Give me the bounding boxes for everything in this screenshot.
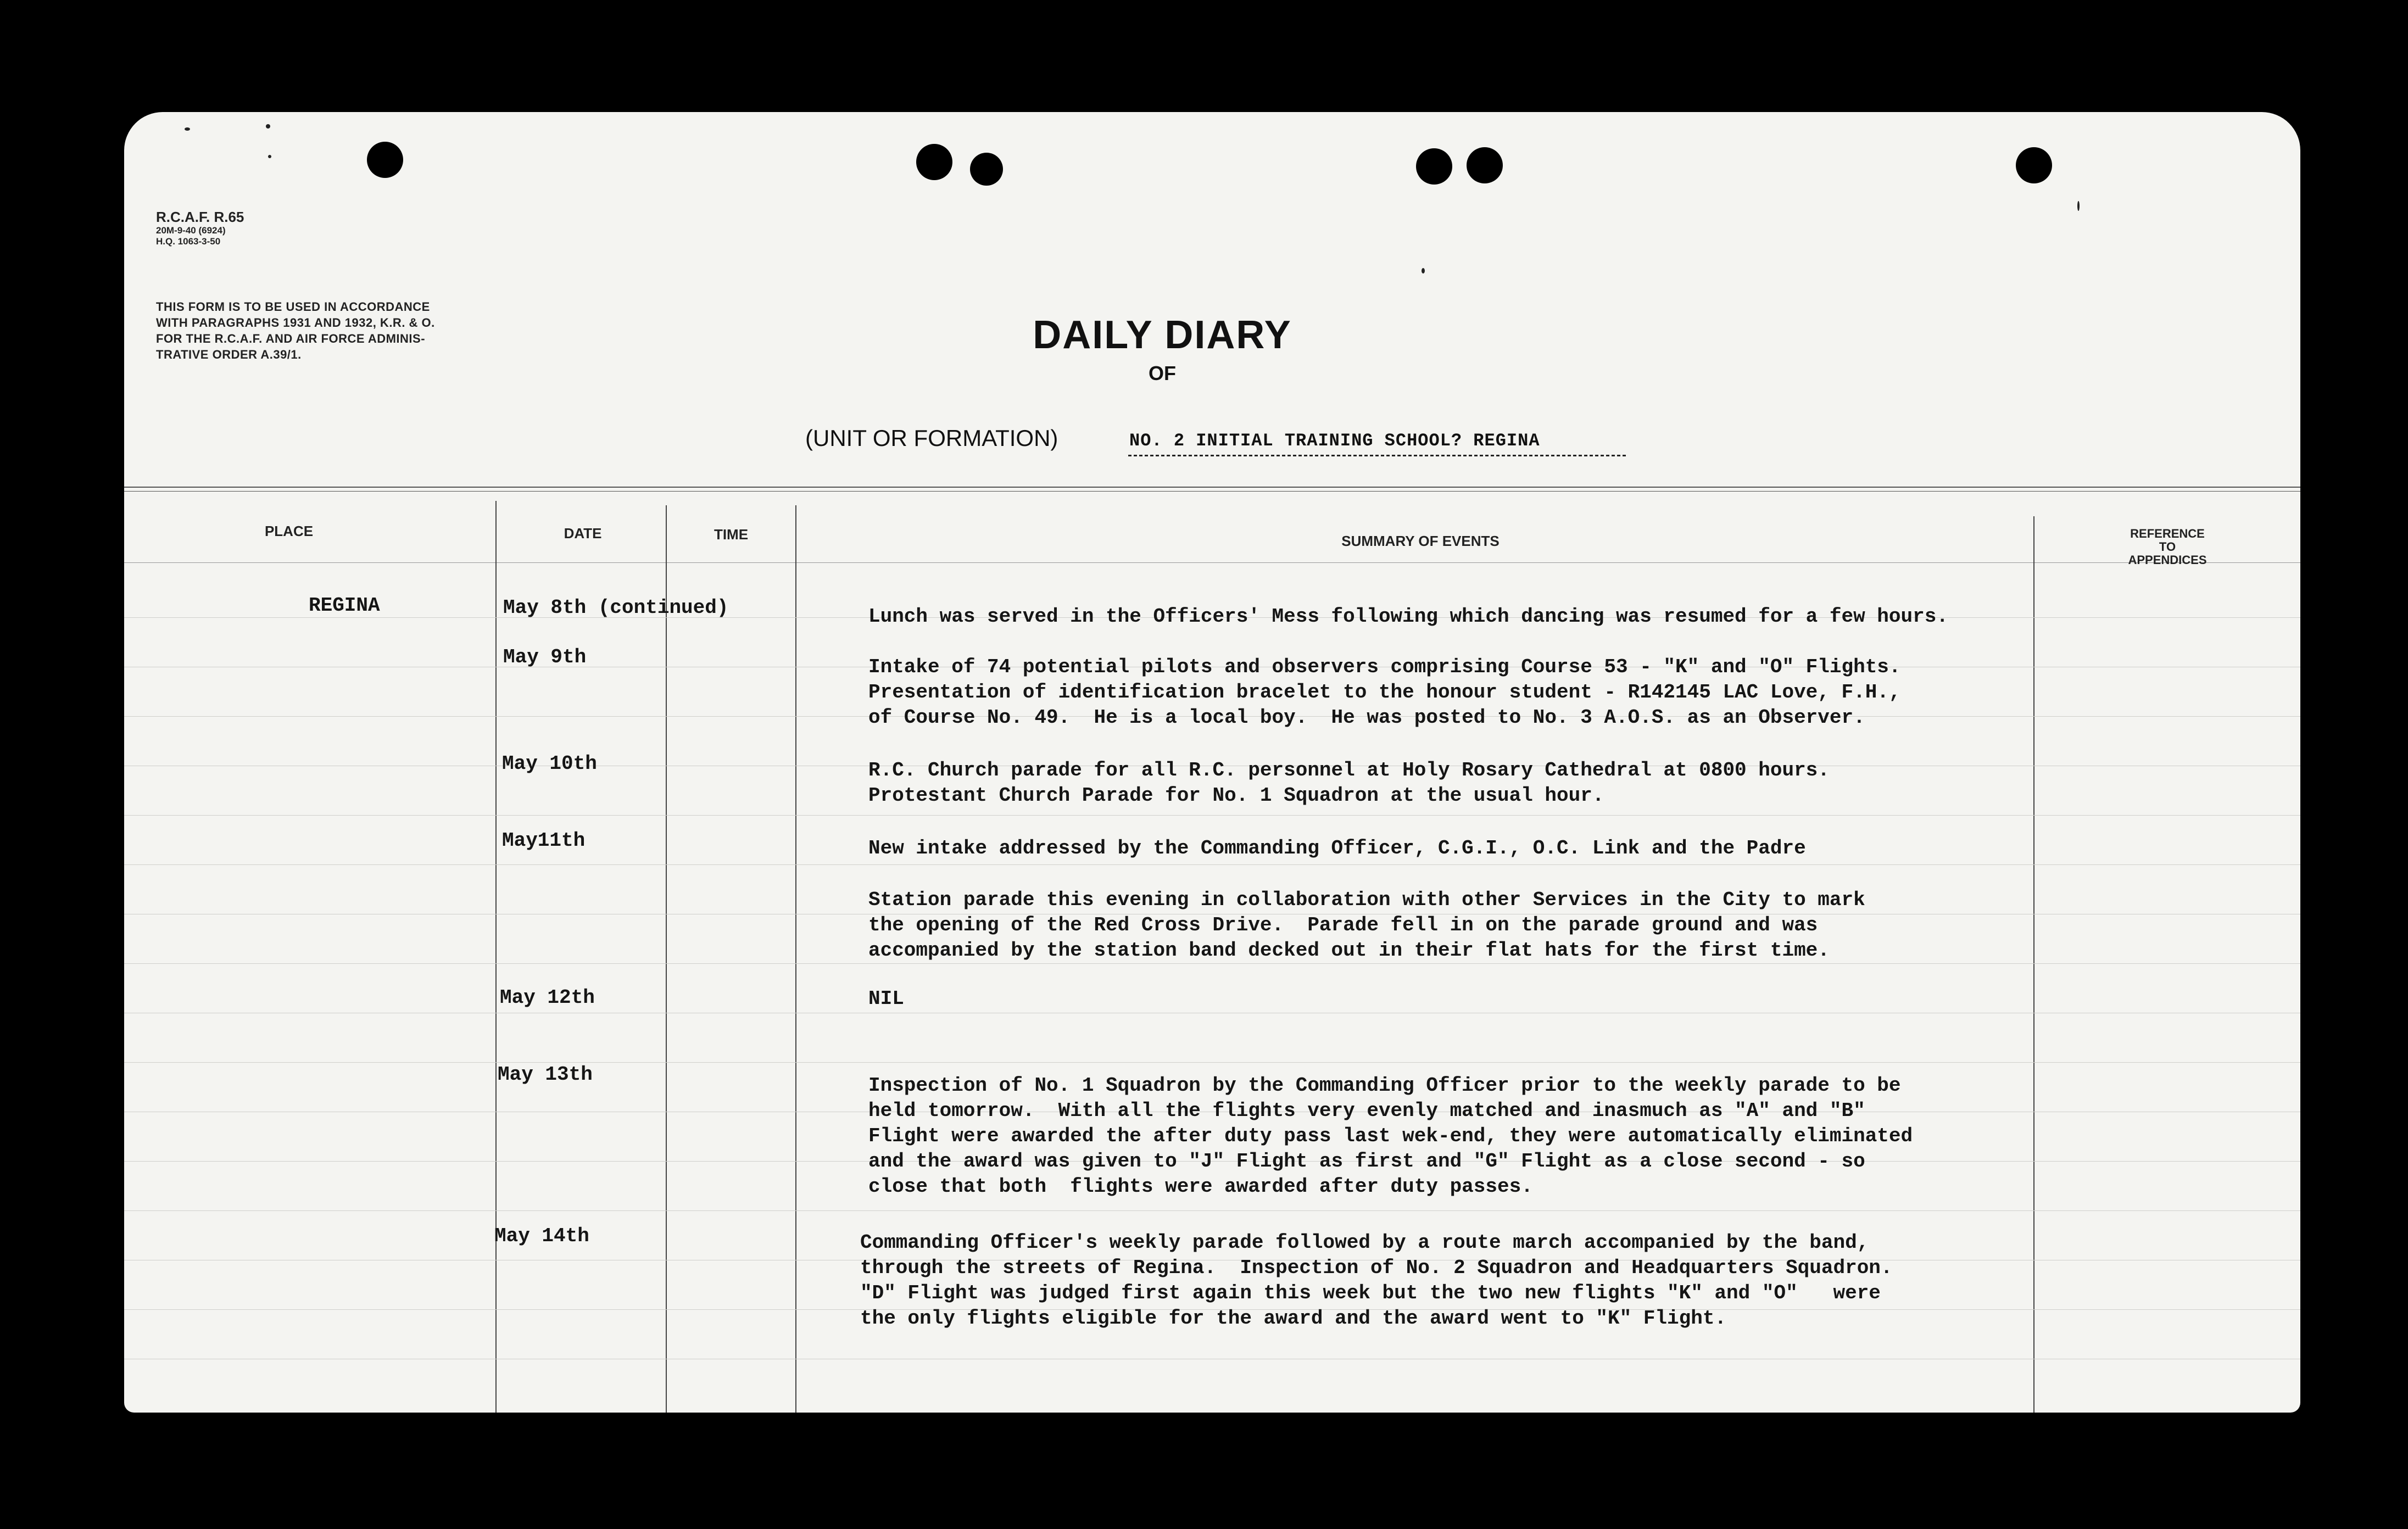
punch-hole (367, 142, 403, 178)
date-cell: May 13th (498, 1063, 593, 1086)
date-cell: May11th (502, 829, 586, 852)
column-header-date: DATE (564, 525, 602, 542)
table-top-border (124, 491, 2300, 492)
place-cell: REGINA (309, 594, 380, 617)
reference-line: TO (2159, 540, 2176, 554)
event-line: through the streets of Regina. Inspection of No. 2 Squadron and Headquarters Squadron. (860, 1257, 1893, 1279)
instruction-line: THIS FORM IS TO BE USED IN ACCORDANCE (156, 300, 430, 314)
form-instructions (156, 299, 573, 362)
reference-line: APPENDICES (2128, 553, 2207, 567)
unit-label: (UNIT OR FORMATION) (805, 425, 1058, 451)
event-line: accompanied by the station band decked out in their flat hats for the first time. (868, 939, 1830, 962)
instruction-line: FOR THE R.C.A.F. AND AIR FORCE ADMINIS- (156, 332, 426, 345)
punch-hole (2016, 147, 2052, 183)
event-line: and the award was given to "J" Flight as first and "G" Flight as a close second - so (868, 1150, 1865, 1173)
punch-hole (970, 153, 1003, 186)
header-divider (124, 562, 2300, 563)
event-line: Flight were awarded the after duty pass last wek-end, they were automatically eliminated (868, 1125, 1913, 1147)
unit-value: NO. 2 INITIAL TRAINING SCHOOL? REGINA (1129, 431, 1540, 451)
event-line: close that both flights were awarded after duty passes. (868, 1175, 1533, 1198)
form-code (156, 209, 244, 247)
date-cell: May 10th (502, 752, 597, 775)
instruction-line: WITH PARAGRAPHS 1931 AND 1932, K.R. & O. (156, 316, 435, 330)
date-cell: May 12th (500, 986, 595, 1009)
punch-hole (1416, 148, 1452, 185)
event-line: Inspection of No. 1 Squadron by the Commanding Officer prior to the weekly parade to be (868, 1074, 1901, 1097)
column-header-summary: SUMMARY OF EVENTS (1341, 533, 1500, 549)
form-code-line: 20M-9-40 (6924) (156, 225, 226, 236)
reference-line: REFERENCE (2130, 527, 2205, 540)
event-line: "D" Flight was judged first again this week but the two new flights "K" and "O" were (860, 1282, 1881, 1304)
title-of: OF (1149, 362, 1176, 384)
date-cell: May 9th (503, 646, 587, 668)
column-divider (666, 505, 667, 1413)
event-line: of Course No. 49. He is a local boy. He was posted to No. 3 A.O.S. as an Observer. (868, 706, 1865, 729)
event-line: Protestant Church Parade for No. 1 Squadron at the usual hour. (868, 784, 1604, 807)
event-line: NIL (868, 987, 904, 1010)
instruction-line: TRATIVE ORDER A.39/1. (156, 348, 302, 361)
unit-underline (1128, 455, 1628, 456)
diary-page (124, 112, 2300, 1413)
event-line: Commanding Officer's weekly parade followed by a route march accompanied by the band, (860, 1231, 1869, 1254)
event-line: R.C. Church parade for all R.C. personnel at Holy Rosary Cathedral at 0800 hours. (868, 759, 1830, 782)
punch-hole (916, 144, 952, 180)
column-header-time: TIME (714, 526, 749, 543)
event-line: Station parade this evening in collaboration with other Services in the City to mark (868, 889, 1865, 911)
column-divider (495, 501, 497, 1413)
event-line: Intake of 74 potential pilots and observers comprising Course 53 - "K" and "O" Flights. (868, 656, 1901, 678)
column-divider (795, 505, 796, 1413)
event-line: the only flights eligible for the award and the award went to "K" Flight. (860, 1307, 1727, 1330)
column-divider (2033, 516, 2034, 1413)
column-header-place: PLACE (264, 523, 314, 539)
page-title: DAILY DIARY (1033, 313, 1292, 357)
column-header-reference (2047, 527, 2288, 567)
event-line: the opening of the Red Cross Drive. Parade fell in on the parade ground and was (868, 914, 1818, 936)
date-cell: May 14th (494, 1225, 589, 1247)
event-line: held tomorrow. With all the flights very evenly matched and inasmuch as "A" and "B" (868, 1100, 1865, 1122)
date-cell: May 8th (continued) (503, 596, 729, 619)
form-code-line: R.C.A.F. R.65 (156, 209, 244, 225)
event-line: Lunch was served in the Officers' Mess following which dancing was resumed for a few hours. (868, 605, 1948, 628)
table-top-border (124, 487, 2300, 488)
punch-hole (1467, 147, 1503, 183)
form-code-line: H.Q. 1063-3-50 (156, 236, 221, 247)
event-line: Presentation of identification bracelet to the honour student - R142145 LAC Love, F.H., (868, 681, 1901, 704)
event-line: New intake addressed by the Commanding Officer, C.G.I., O.C. Link and the Padre (868, 837, 1806, 860)
